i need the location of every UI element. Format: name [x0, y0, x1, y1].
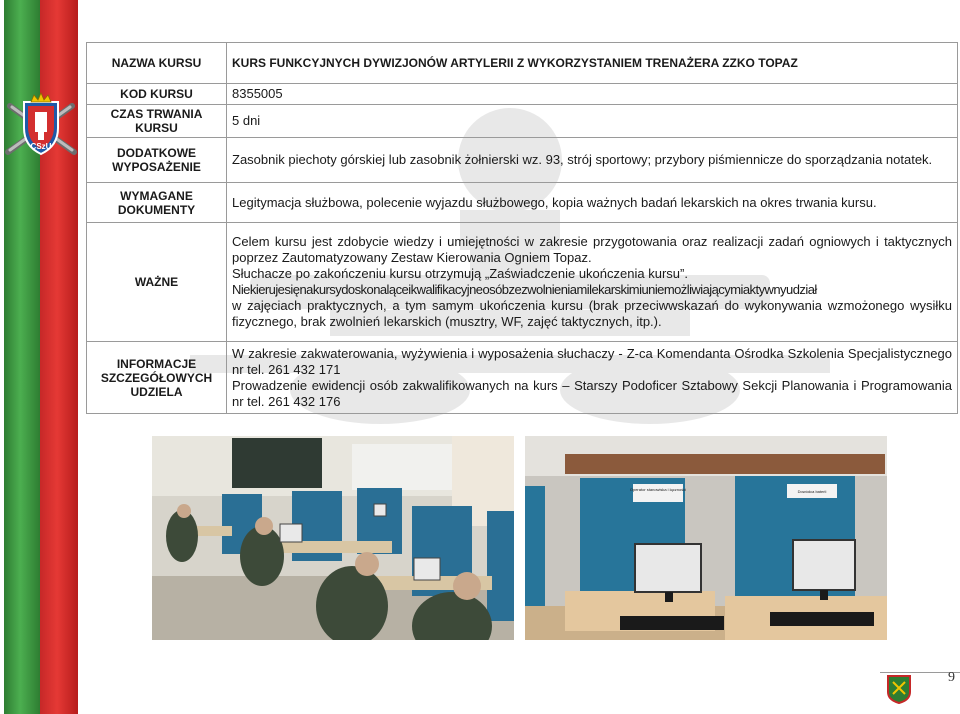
important-paragraph-exclusion: Nie kieruje się na kursy doskonalące i kwalifikacyjne osób ze zwolnieniami lekarskimi uniemożliwiającymi aktywny udział — [232, 282, 817, 297]
important-paragraph-practical: w zajęciach praktycznych, a tym samym ukończenia kursu (brak przeciwwskazań do wykonywania wzmożonego wysiłku fizycznego, brak zwolnień lekarskich (musztry, WF, zajęć taktycznych, itp.). — [232, 298, 952, 329]
table-row-important — [87, 223, 958, 342]
footer-badge-icon — [886, 674, 912, 704]
table-row-course-name — [87, 43, 958, 84]
contact-paragraph-records: Prowadzenie ewidencji osób zakwalifikowanych na kurs – Starszy Podoficer Sztabowy Sekcji Planowania i Programowania nr tel. 261 432 176 — [232, 377, 952, 409]
label-important: WAŻNE — [87, 223, 227, 342]
table-row-required-documents — [87, 183, 958, 223]
value-course-duration: 5 dni — [227, 105, 958, 138]
table-row-details-contact — [87, 342, 958, 414]
table-row-course-code — [87, 84, 958, 105]
sign-operator: Operator stanowiska i łączności — [629, 487, 687, 492]
table-row-course-duration — [87, 105, 958, 138]
course-info-table — [86, 42, 958, 414]
important-paragraph-goal: Celem kursu jest zdobycie wiedzy i umiejętności w zakresie przygotowania oraz realizacji zadań ogniowych i taktycznych poprzez Zautomatyzowany Zestaw Kierowania Ogniem Topaz. — [232, 234, 952, 265]
table-row-additional-equipment — [87, 138, 958, 183]
value-important — [227, 223, 958, 342]
unit-emblem-icon — [2, 92, 80, 162]
value-required-documents: Legitymacja służbowa, polecenie wyjazdu służbowego, kopia ważnych badań lekarskich na okres trwania kursu. — [227, 183, 958, 223]
label-details-contact: INFORMACJE SZCZEGÓŁOWYCH UDZIELA — [87, 342, 227, 414]
value-details-contact — [227, 342, 958, 414]
important-paragraph-certificate: Słuchacze po zakończeniu kursu otrzymują „Zaświadczenie ukończenia kursu”. — [232, 266, 688, 281]
contact-paragraph-accommodation: W zakresie zakwaterowania, wyżywienia i wyposażenia słuchaczy - Z-ca Komendanta Ośrodka Szkolenia Specjalistycznego nr tel. 261 432 171 — [232, 345, 952, 377]
workstations-photo-right — [525, 436, 887, 640]
label-course-name: NAZWA KURSU — [87, 43, 227, 84]
label-course-duration: CZAS TRWANIA KURSU — [87, 105, 227, 138]
sign-commander: Dowódca baterii — [797, 489, 827, 494]
label-required-documents: WYMAGANE DOKUMENTY — [87, 183, 227, 223]
value-course-code: 8355005 — [227, 84, 958, 105]
emblem-text: CSzU — [30, 142, 52, 151]
value-course-name: KURS FUNKCYJNYCH DYWIZJONÓW ARTYLERII Z WYKORZYSTANIEM TRENAŻERA ZZKO TOPAZ — [227, 43, 958, 84]
page-number: 9 — [948, 670, 955, 685]
label-course-code: KOD KURSU — [87, 84, 227, 105]
label-additional-equipment: DODATKOWE WYPOSAŻENIE — [87, 138, 227, 183]
value-additional-equipment: Zasobnik piechoty górskiej lub zasobnik żołnierski wz. 93, strój sportowy; przybory piśmiennicze do sporządzania notatek. — [227, 138, 958, 183]
classroom-photo-left — [152, 436, 514, 640]
